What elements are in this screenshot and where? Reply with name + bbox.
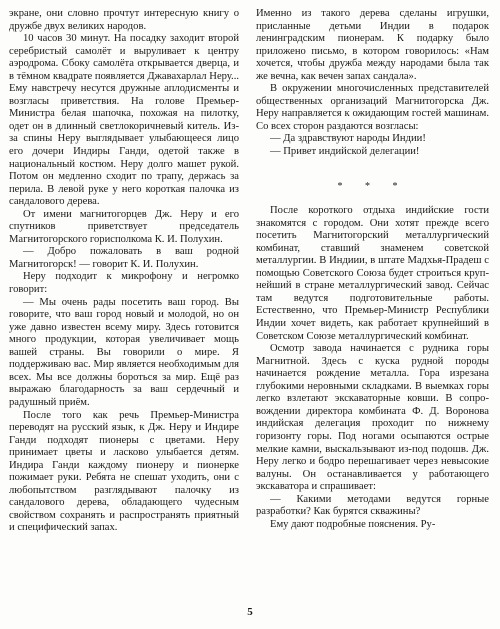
- paragraph: — Какими методами ведутся горные разработки? Как бурятся скважины?: [256, 493, 489, 518]
- section-gap: [256, 159, 489, 177]
- paragraph: Именно из такого дерева сделаны игрушки, присланные детьми Индии в подарок ленинградским пионерам. К подарку было приложено письмо, в котором говорилось: «Нам хочется, чтобы дружба между народами была так же вечна, как вечен запах сандала».: [256, 8, 489, 82]
- exclamation-line: — Да здравствуют народы Индии!: [270, 133, 426, 145]
- paragraph: После того как речь Премьер-Министра переводят на русский язык, к Дж. Неру и Индире Ганди подходят пионеры с цветами. Неру принимает цветы и ласково улыбается детям. Индира Ганди каждому пионеру и пионерке пожимает руки. Ребята не спешат уходить, они с любопытством разглядывают палочку из сандалового дерева, обладающего чудесным свойством сохранять и распространять приятный и специфический запах.: [9, 409, 239, 534]
- paragraph: экране, они словно прочтут интересную книгу о дружбе двух великих народов.: [9, 8, 239, 32]
- paragraph: — Добро пожаловать в ваш родной Магнитогорск! — говорит К. И. Полухин.: [9, 246, 239, 270]
- paragraph: После короткого отдыха индийские гости знакомятся с городом. Они хотят прежде всего посетить Магнитогорский металлургический комбинат, ставший знаменем советской металлургии. В Индиии, в штате Мадхья-Прадеш с помощью Советского Союза будет строиться крупнейший в стране металлургический завод. Сейчас там ведутся подготовительные работы. Естественно, что Премьер-Министр Республики Индии хочет видеть, как работает крупнейший в Советском Союзе металлургический комбинат.: [256, 205, 489, 342]
- left-column: [9, 8, 239, 535]
- section-separator: * * *: [337, 180, 408, 192]
- paragraph: Осмотр завода начинается с рудника горы Магнитной. Здесь с куска рудной породы начинается рождение металла. Гора изрезана глубокими неровными складками. В выемках горы легко взлетают экскаваторные ковши. В сопровождении директора комбината Ф. Д. Воронова индийская делегация проходит по нижнему горизонту горы. Под ногами осыпаются острые мелкие камни, выскальзывают из-под подошв. Дж. Неру легко и бодро перешагивает через невысокие валуны. Он останавливается у работающего экскаватора и спрашивает:: [256, 343, 489, 493]
- paragraph: В окружении многочисленных представителей общественных организаций Магнитогорска Дж. Неру направляется к ожидающим гостей машинам. Со всех сторон раздаются возгласы:: [256, 83, 489, 132]
- right-column: [256, 8, 489, 531]
- exclamation-line: — Привет индийской делегации!: [270, 146, 420, 158]
- paragraph: От имени магнитогорцев Дж. Неру и его спутников приветствует председатель Магнитогорского горисполкома К. И. Полухин.: [9, 208, 239, 245]
- page-number: 5: [247, 606, 253, 618]
- paragraph: Ему дают подробные пояснения. Ру-: [270, 518, 436, 530]
- paragraph: Неру подходит к микрофону и негромко говорит:: [9, 271, 239, 296]
- paragraph: — Мы очень рады посетить ваш город. Вы говорите, что ваш город новый и молодой, но он уже давно известен всему миру. Здесь готовится много продукции, которая увеличивает мощь вашей страны. Вы говорили о мире. Я поддерживаю вас. Мир является необходимым для всех. Мы все должны бороться за мир. Ещё раз выражаю благодарность за ваш сердечный и радушный приём.: [9, 296, 239, 408]
- paragraph: 10 часов 30 минут. На посадку заходит второй серебристый самолёт и выруливает к центру аэродрома. Сбоку самолёта открывается дверца, и в тёмном квадрате появляется Джавахарлал Неру... Ему навстречу несутся дружные аплодисменты и возгласы приветствия. На голове Премьер-Министра белая шапочка, похожая на пилотку, одет он в длинный светлокоричневый китель. Из-за спины Неру выглядывает улыбающееся лицо его дочери Индиры Ганди, одетой также в национальный костюм. Неру долго машет рукой. Потом он медленно сходит по трапу, держась за перила. В левой руке у него короткая палочка из сандалового дерева.: [9, 33, 239, 208]
